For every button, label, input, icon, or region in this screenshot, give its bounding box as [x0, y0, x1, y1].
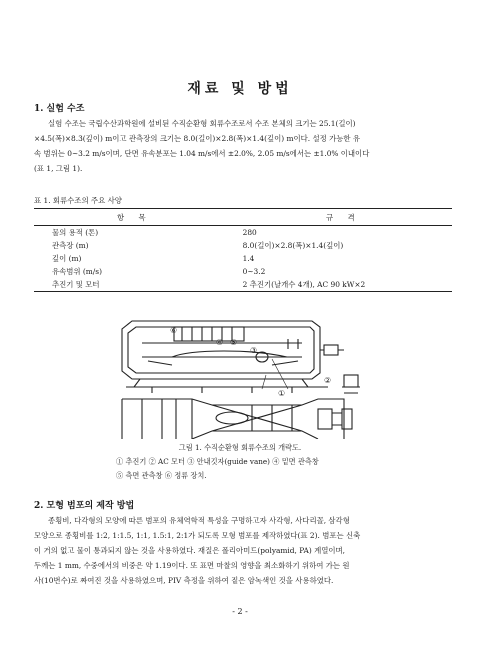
section-2-line: 종횡비, 다각형의 모양에 따른 범포의 유체역학적 특성을 구명하고자 사각형, 사다리꼴, 삼각형: [48, 516, 350, 525]
marker-5: ⑤: [230, 338, 238, 347]
table-header-row: [34, 209, 452, 226]
spec-table: [34, 208, 452, 292]
header-spec: 규 격: [235, 209, 452, 226]
row-item: 깊이 (m): [52, 254, 82, 263]
section-2-line: 이 거의 없고 물이 통과되지 않는 것을 사용하였다. 재질은 폴리아미드(polyamid, PA) 계열이며,: [34, 546, 345, 555]
row-item: 관측장 (m): [52, 241, 89, 250]
table-row: [34, 278, 452, 292]
section-2-line: 모양으로 종횡비를 1:2, 1:1.5, 1:1, 1.5:1, 2:1가 되도록 모형 범포를 제작하였다(표 2). 범포는 신축: [34, 531, 361, 540]
figure-1-caption: 그림 1. 수직순환형 회류수조의 개략도.: [178, 443, 302, 452]
section-2-heading: 2. 모형 범포의 제작 방법: [34, 501, 135, 511]
marker-2: ②: [324, 376, 332, 385]
tank-schematic-figure: [112, 313, 362, 439]
figure-legend-line-1: ① 추진기 ② AC 모터 ③ 안내깃자(guide vane) ④ 밑면 관측창: [116, 457, 319, 466]
row-value: 1.4: [242, 254, 255, 263]
page-title: 재료 및 방법: [187, 81, 293, 97]
table-row: [34, 239, 452, 252]
row-value: 280: [242, 228, 257, 237]
section-1-line: (표 1, 그림 1).: [34, 164, 83, 173]
section-1-heading: 1. 실험 수조: [34, 104, 85, 114]
table-1-caption: 표 1. 회류수조의 주요 사양: [34, 196, 122, 205]
page-number: - 2 -: [232, 607, 248, 616]
table-row: [34, 226, 452, 240]
marker-6: ⑥: [170, 326, 178, 335]
section-1-line: 실험 수조는 국립수산과학원에 설비된 수직순환형 회류수조로서 수조 본체의 크기는 25.1(길이): [48, 119, 356, 128]
section-2-paragraph: [34, 513, 452, 588]
marker-1: ①: [278, 389, 286, 398]
marker-4: ④: [216, 338, 224, 347]
table-row: [34, 252, 452, 265]
section-2-line: 두께는 1 mm, 수중에서의 비중은 약 1.19이다. 또 표면 마찰의 영향을 최소화하기 위하여 가는 원: [34, 561, 350, 570]
row-item: 물의 용적 (톤): [52, 228, 99, 237]
figure-legend-line-2: ⑤ 측면 관측창 ⑥ 정류 장치.: [116, 471, 207, 480]
header-item: 항 목: [34, 209, 235, 226]
row-value: 0~3.2: [242, 267, 266, 276]
section-1-line: 속 범위는 0~3.2 m/s이며, 단면 유속분포는 1.04 m/s에서 ±2.0%, 2.05 m/s에서는 ±1.0% 이내이다: [34, 149, 370, 158]
section-1-line: ×4.5(폭)×8.3(깊이) m이고 관측장의 크기는 8.0(길이)×2.8(폭)×1.4(깊이) m이다. 설정 가능한 유: [34, 134, 361, 143]
section-1-paragraph: [34, 116, 452, 176]
table-row: [34, 265, 452, 278]
row-value: 8.0(길이)×2.8(폭)×1.4(깊이): [242, 241, 344, 250]
row-item: 추진기 및 모터: [34, 278, 235, 292]
marker-3: ③: [250, 346, 258, 355]
section-2-line: 사(10번수)로 짜여진 것을 사용하였으며, PIV 측정을 위하여 짙은 암녹색인 것을 사용하였다.: [34, 576, 334, 585]
row-value: 2 추진기(날개수 4개), AC 90 kW×2: [235, 278, 452, 292]
row-item: 유속범위 (m/s): [52, 267, 102, 276]
